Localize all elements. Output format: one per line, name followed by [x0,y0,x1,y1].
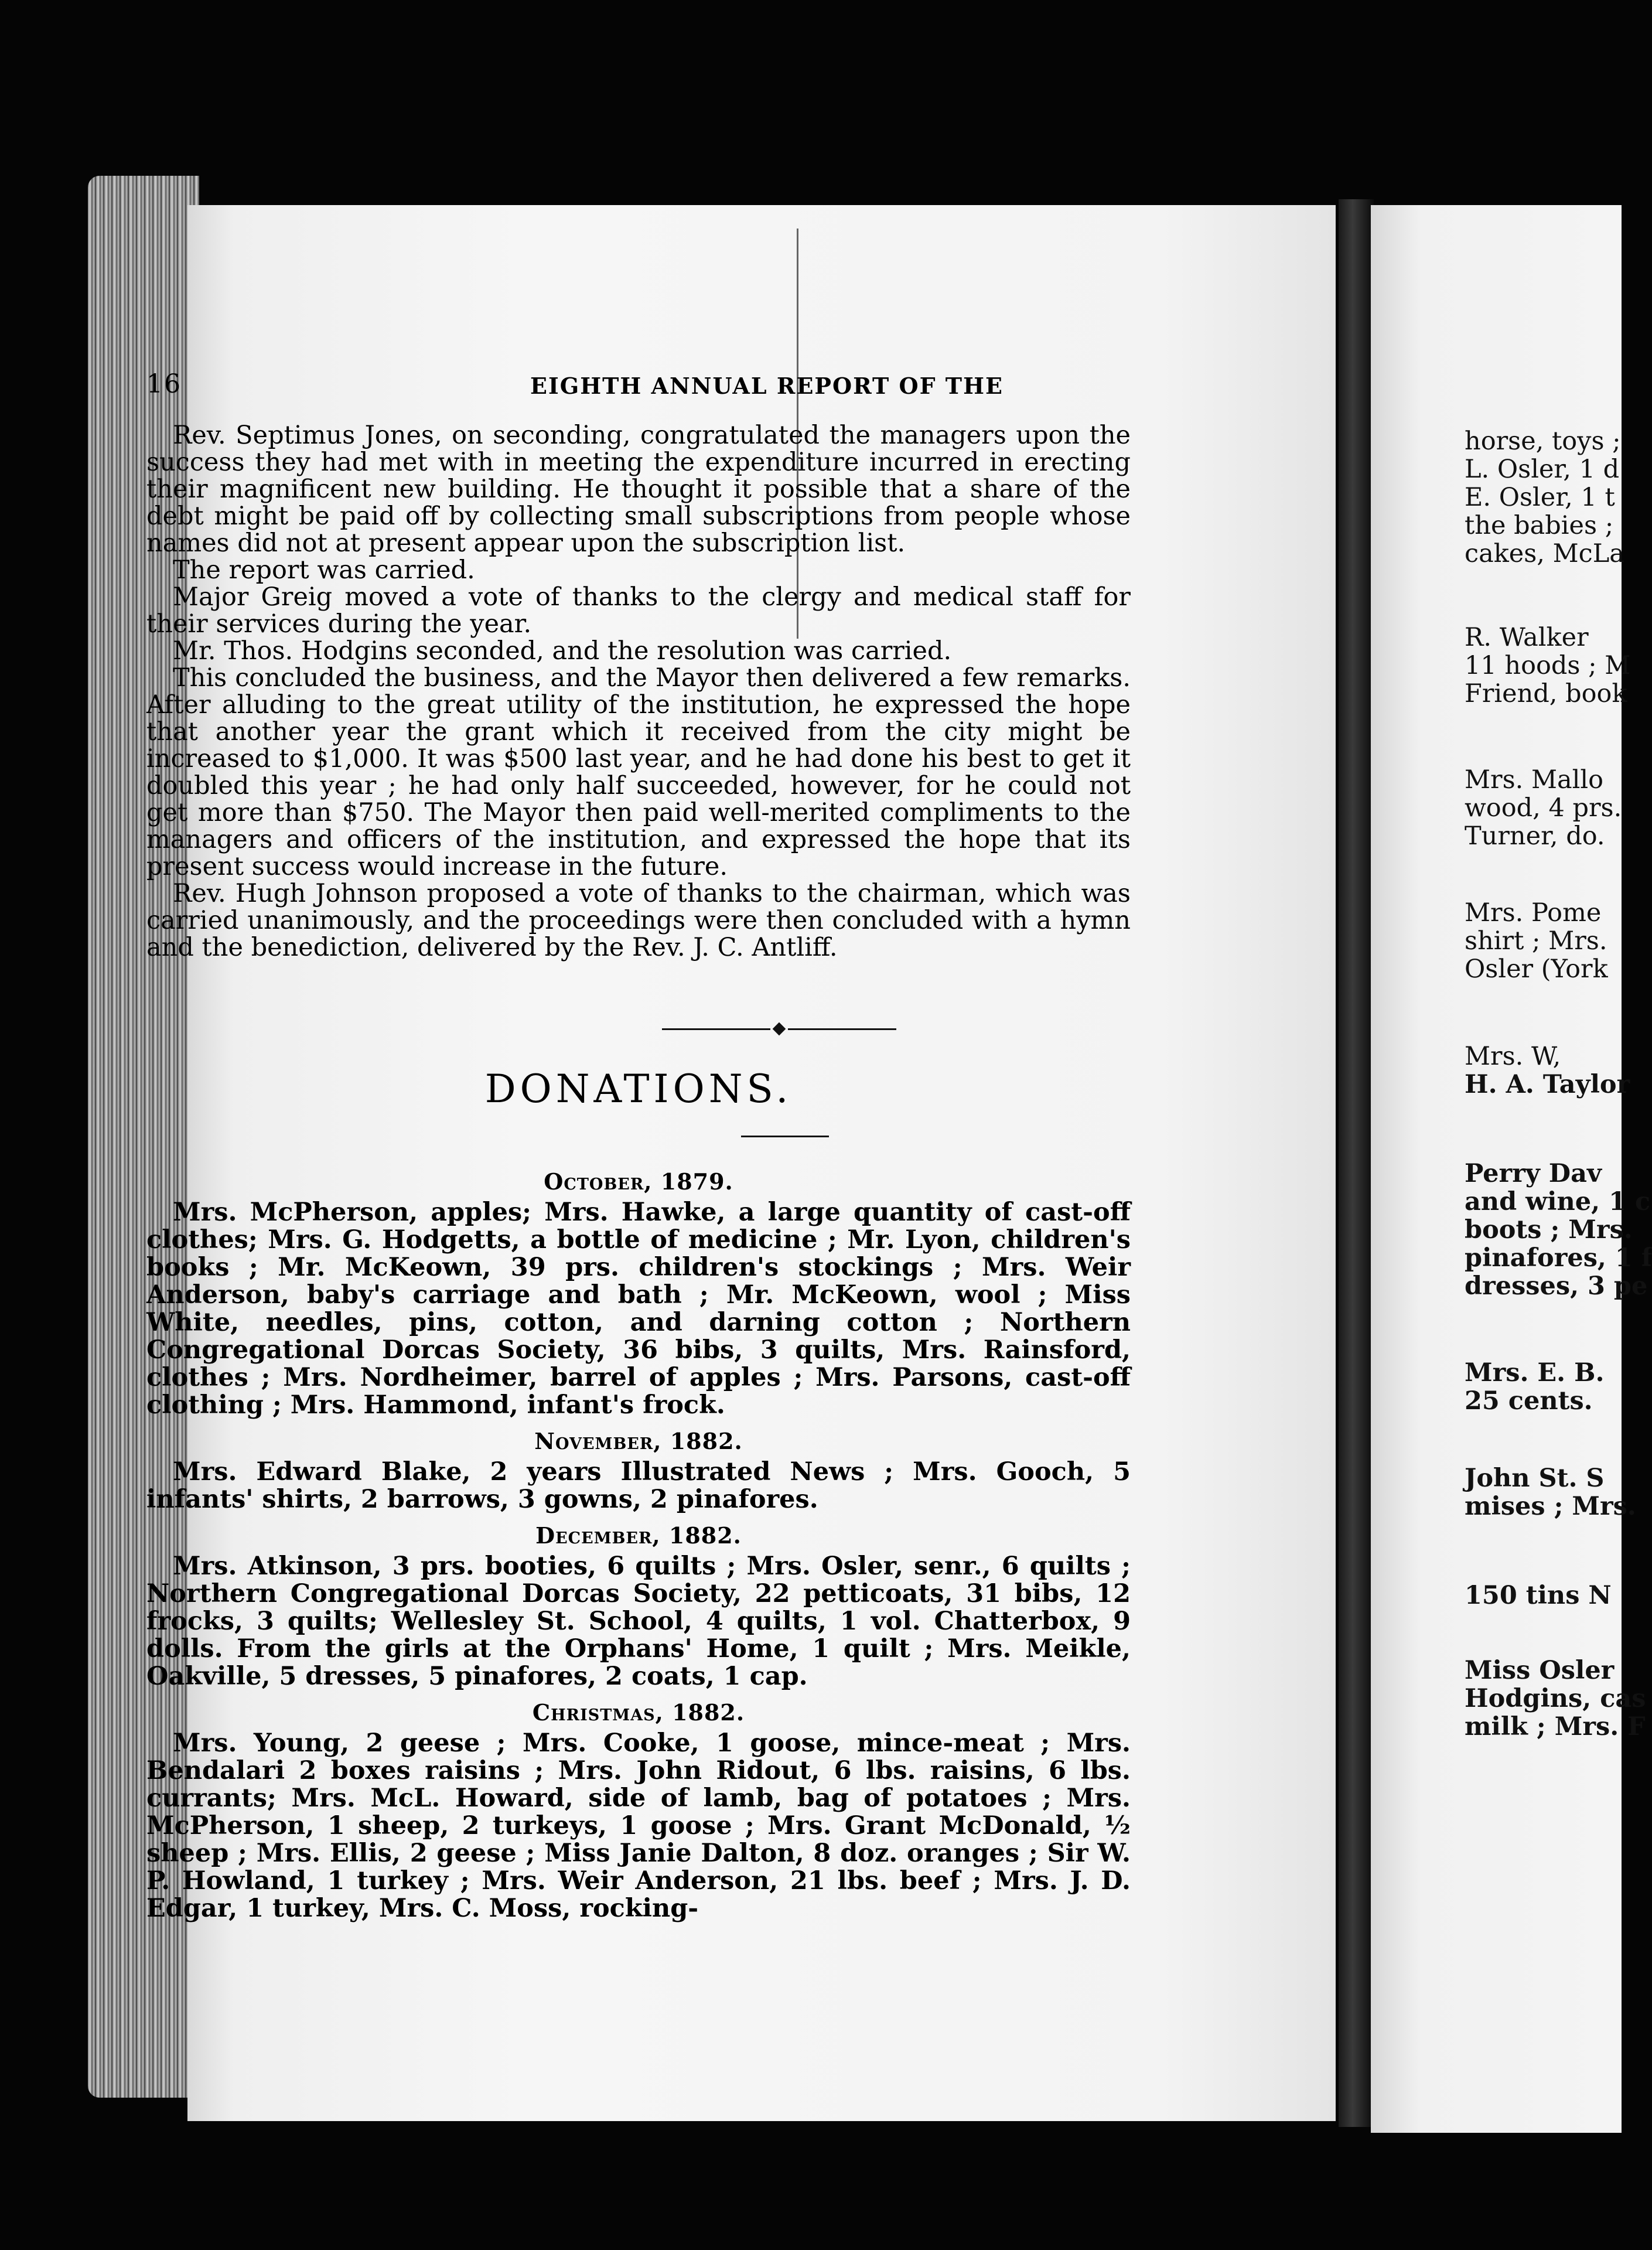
fragment-line: and wine, 1 c [1465,1187,1651,1216]
fragment-line: Mrs. Pome [1465,898,1602,928]
section-heading: December, 1882. [535,1522,742,1549]
section-text: Mrs. Young, 2 geese ; Mrs. Cooke, 1 goose, mince-meat ; Mrs. Bendalari 2 boxes raisins ; Mrs. John Ridout, 6 lbs. raisins, 6 lbs. currants; Mrs. McL. Howard, side of lamb, bag of potatoes ; Mrs. McPherson, 1 sheep, 2 turkeys, 1 goose ; Mrs. Grant McDonald, ½ sheep ; Mrs. Ellis, 2 geese ; Miss Janie Dalton, 8 doz. oranges ; Sir W. P. Howland, 1 turkey ; Mrs. Weir Anderson, 21 lbs. beef ; Mrs. J. D. Edgar, 1 turkey, Mrs. C. Moss, rocking- [146,1729,1131,1923]
fragment-line: horse, toys ; [1465,427,1621,456]
paragraph: Rev. Hugh Johnson proposed a vote of thanks to the chairman, which was carried unanimously, and the proceedings were then concluded with a hymn and the benediction, delivered by the Rev. J. C. Antliff. [146,879,1131,962]
fragment-line: L. Osler, 1 d [1465,455,1620,484]
fragment-line: cakes, McLa [1465,539,1624,568]
fragment-line: 25 cents. [1465,1386,1593,1416]
donations-list [146,1163,1131,1931]
fragment-line: the babies ; [1465,511,1614,540]
fragment-line: dresses, 3 pe [1465,1271,1648,1301]
fragment-line: John St. S [1465,1464,1605,1493]
book-gutter [1339,199,1374,2127]
donations-title: DONATIONS. [484,1066,793,1112]
report-body [146,422,1131,961]
running-head [146,369,1131,404]
section-heading: October, 1879. [544,1168,733,1195]
fragment-line: Hodgins, cas [1465,1684,1646,1713]
fragment-line: wood, 4 prs. [1465,793,1622,823]
fragment-line: R. Walker [1465,623,1589,652]
fragment-line: Friend, book [1465,679,1627,708]
ornament-rule-right [788,1028,896,1030]
title-underline [741,1136,829,1137]
paragraph: Rev. Septimus Jones, on seconding, congratulated the managers upon the success they had met with in meeting the expenditure incurred in erecting their magnificent new building. He thought it possible that a share of the debt might be paid off by collecting small subscriptions from people whose names did not at present appear upon the subscription list. [146,421,1131,558]
section-text: Mrs. Edward Blake, 2 years Illustrated News ; Mrs. Gooch, 5 infants' shirts, 2 barrows, 3 gowns, 2 pinafores. [146,1457,1131,1514]
fragment-line: milk ; Mrs. F [1465,1712,1646,1741]
section-text: Mrs. McPherson, apples; Mrs. Hawke, a large quantity of cast-off clothes; Mrs. G. Hodgetts, a bottle of medicine ; Mr. Lyon, children's books ; Mr. McKeown, 39 prs. children's stockings ; Mrs. Weir Anderson, baby's carriage and bath ; Mr. McKeown, wool ; Miss White, needles, pins, cotton, and darning cotton ; Northern Congregational Dorcas Society, 36 bibs, 3 quilts, Mrs. Rainsford, clothes ; Mrs. Nordheimer, barrel of apples ; Mrs. Parsons, cast-off clothing ; Mrs. Hammond, infant's frock. [146,1198,1131,1420]
fragment-line: Mrs. Mallo [1465,765,1604,795]
paragraph: This concluded the business, and the Mayor then delivered a few remarks. After alluding to the great utility of the institution, he expressed the hope that another year the grant which it received from the city might be increased to $1,000. It was $500 last year, and he had done his best to get it doubled this year ; he had only half succeeded, however, for he could not get more than $750. The Mayor then paid well-merited compliments to the managers and officers of the institution, and expressed the hope that its present success would increase in the future. [146,663,1131,881]
right-page [1371,205,1652,2133]
fragment-line: pinafores, 1 f [1465,1243,1652,1273]
fragment-line: Miss Osler [1465,1656,1615,1685]
paragraph: The report was carried. [173,555,475,585]
fragment-line: Osler (York [1465,954,1608,984]
fragment-line: Turner, do. [1465,821,1605,851]
running-head-title: EIGHTH ANNUAL REPORT OF THE [530,373,1004,399]
section-text: Mrs. Atkinson, 3 prs. booties, 6 quilts ; Mrs. Osler, senr., 6 quilts ; Northern Congregational Dorcas Society, 22 petticoats, 31 bibs, 12 frocks, 3 quilts; Wellesley St. School, 4 quilts, 1 vol. Chatterbox, 9 dolls. From the girls at the Orphans' Home, 1 quilt ; Mrs. Meikle, Oakville, 5 dresses, 5 pinafores, 2 coats, 1 cap. [146,1552,1131,1691]
fragment-line: H. A. Taylor [1465,1070,1630,1099]
ornament-rule-left [662,1028,770,1030]
fragment-line: E. Osler, 1 t [1465,483,1615,512]
paragraph: Major Greig moved a vote of thanks to the clergy and medical staff for their services during the year. [146,582,1131,639]
paragraph: Mr. Thos. Hodgins seconded, and the resolution was carried. [173,636,952,666]
fragment-line: 11 hoods ; M [1465,651,1631,680]
fragment-line: Mrs. W, [1465,1042,1561,1071]
fragment-line: Mrs. E. B. [1465,1358,1605,1388]
fragment-line: mises ; Mrs. [1465,1492,1636,1521]
fragment-line: shirt ; Mrs. [1465,926,1607,956]
section-heading: Christmas, 1882. [532,1699,745,1726]
fragment-line: 150 tins N [1465,1581,1612,1610]
fragment-line: Perry Dav [1465,1159,1602,1188]
section-heading: November, 1882. [534,1428,743,1454]
page-number: 16 [146,369,182,399]
fragment-line: boots ; Mrs. [1465,1215,1633,1245]
